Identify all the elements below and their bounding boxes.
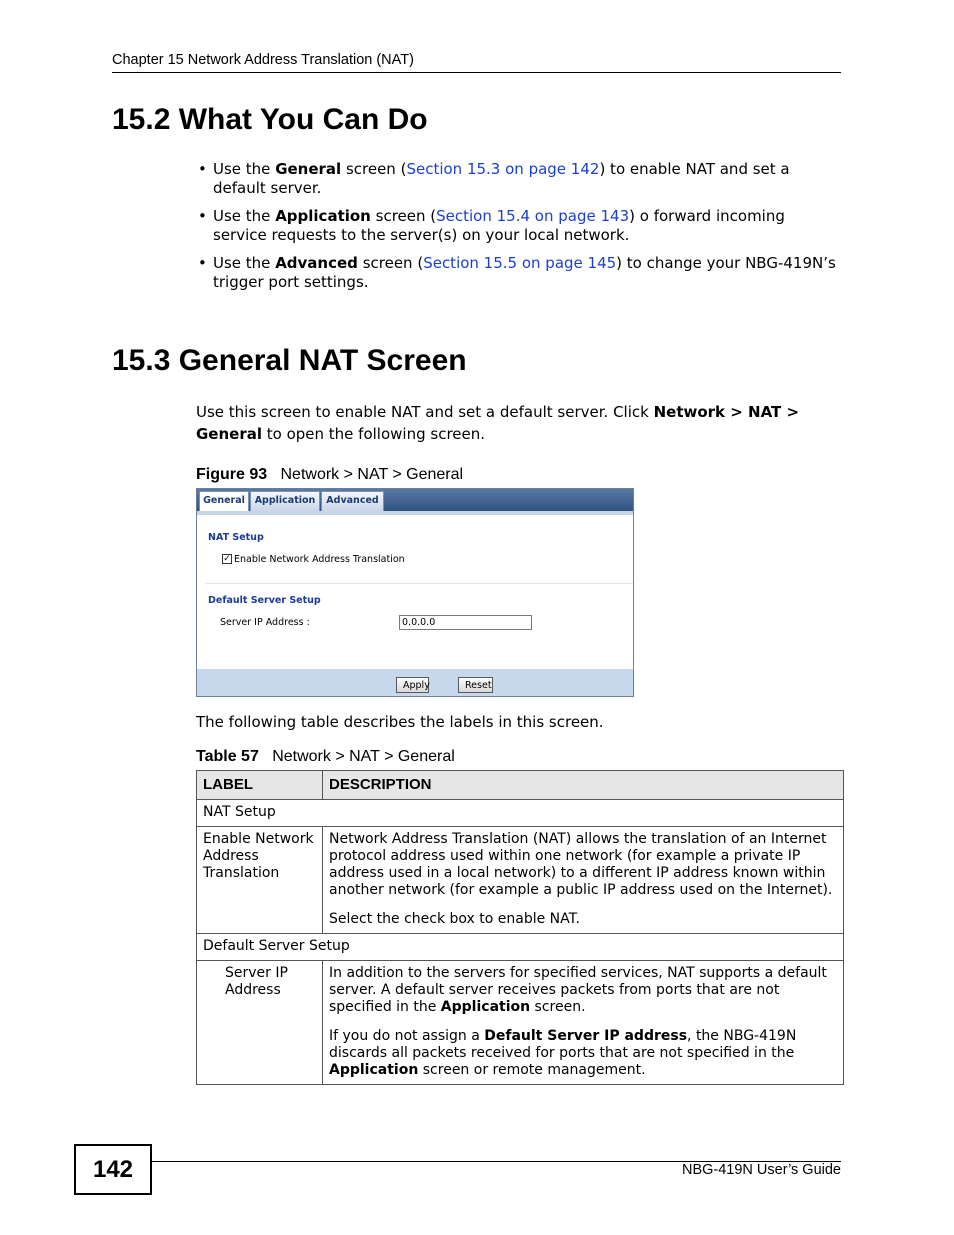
bullet-icon: • bbox=[198, 254, 207, 272]
nat-setup-heading: NAT Setup bbox=[208, 532, 264, 543]
header-rule bbox=[112, 72, 841, 73]
default-server-setup-heading: Default Server Setup bbox=[208, 595, 321, 606]
enable-nat-checkbox[interactable] bbox=[222, 554, 232, 564]
reset-button[interactable]: Reset bbox=[458, 677, 493, 693]
table-row bbox=[197, 934, 844, 961]
page-number: 142 bbox=[74, 1144, 152, 1195]
table-header-row bbox=[197, 771, 844, 800]
tab-advanced[interactable]: Advanced bbox=[321, 491, 384, 511]
section-divider bbox=[205, 583, 633, 584]
column-header-description: DESCRIPTION bbox=[323, 771, 844, 800]
table-caption: Table 57 Network > NAT > General bbox=[196, 748, 455, 765]
server-ip-input[interactable] bbox=[399, 615, 532, 630]
row-label: Server IP Address bbox=[197, 961, 323, 1085]
tab-application[interactable]: Application bbox=[250, 491, 320, 511]
list-item: • Use the Application screen (Section 15.4 on page 143) o forward incoming service requests to the server(s) on your local network. bbox=[198, 207, 785, 244]
row-description: Network Address Translation (NAT) allows the translation of an Internet protocol address used within one network (for example a private IP address used in a local network) to a different IP address known within another network (for example a public IP address used on the Internet). Select the check box to enable NAT. bbox=[323, 827, 844, 934]
figure-caption: Figure 93 Network > NAT > General bbox=[196, 466, 464, 483]
table-intro: The following table describes the labels in this screen. bbox=[196, 713, 604, 731]
server-ip-label: Server IP Address : bbox=[220, 617, 310, 628]
row-description: In addition to the servers for specified services, NAT supports a default server. A default server receives packets from ports that are not specified in the Application screen. If you do not assign a Default Server IP address, the NBG-419N discards all packets received for ports that are not specified in the Application screen or remote management. bbox=[323, 961, 844, 1085]
checkmark-icon: ✓ bbox=[223, 554, 231, 564]
bullet-icon: • bbox=[198, 207, 207, 225]
tab-general[interactable]: General bbox=[199, 491, 249, 511]
tab-bar bbox=[197, 489, 633, 511]
button-bar bbox=[197, 669, 633, 696]
section-link[interactable]: Section 15.4 on page 143 bbox=[436, 207, 630, 225]
table-row bbox=[197, 800, 844, 827]
nat-general-screenshot bbox=[196, 488, 634, 697]
row-label: Enable Network Address Translation bbox=[197, 827, 323, 934]
table-row bbox=[197, 827, 844, 934]
apply-button[interactable]: Apply bbox=[396, 677, 429, 693]
section-link[interactable]: Section 15.3 on page 142 bbox=[406, 160, 600, 178]
label-description-table bbox=[196, 770, 844, 1085]
table-row bbox=[197, 961, 844, 1085]
section-heading-general-nat-screen: 15.3 General NAT Screen bbox=[112, 344, 467, 377]
list-item: • Use the General screen (Section 15.3 on page 142) to enable NAT and set a default server. bbox=[198, 160, 790, 197]
section-link[interactable]: Section 15.5 on page 145 bbox=[423, 254, 617, 272]
enable-nat-label: Enable Network Address Translation bbox=[234, 554, 405, 565]
running-header: Chapter 15 Network Address Translation (NAT) bbox=[112, 52, 414, 68]
list-item: • Use the Advanced screen (Section 15.5 on page 145) to change your NBG-419N’s trigger port settings. bbox=[198, 254, 836, 291]
tab-underline bbox=[197, 511, 633, 515]
bullet-icon: • bbox=[198, 160, 207, 178]
running-footer: NBG-419N User’s Guide bbox=[681, 1162, 841, 1178]
group-default-server-setup: Default Server Setup bbox=[197, 934, 844, 961]
section-heading-what-you-can-do: 15.2 What You Can Do bbox=[112, 103, 428, 136]
intro-paragraph: Use this screen to enable NAT and set a default server. Click Network > NAT > General to open the following screen. bbox=[196, 403, 800, 443]
task-list bbox=[197, 160, 837, 301]
group-nat-setup: NAT Setup bbox=[197, 800, 844, 827]
column-header-label: LABEL bbox=[197, 771, 323, 800]
